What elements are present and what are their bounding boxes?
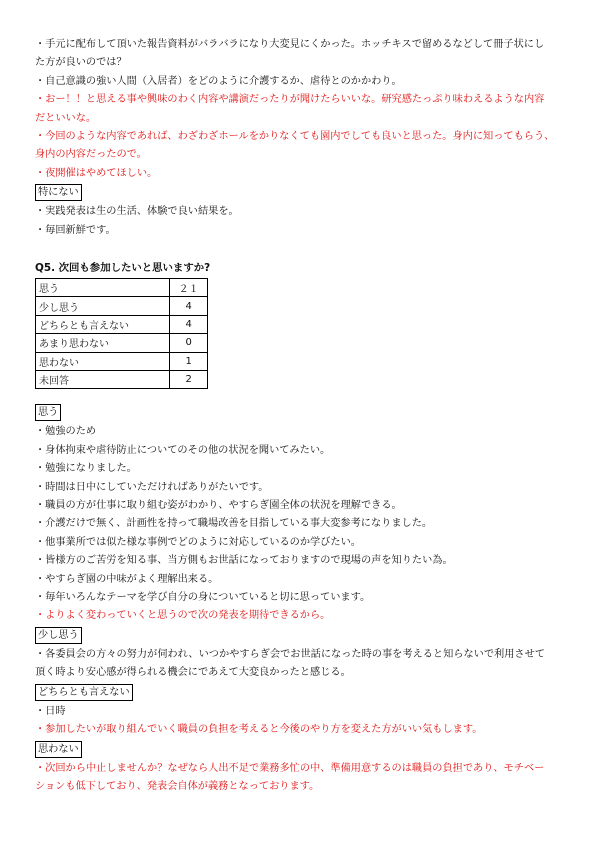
comment-line: 身内の内容だったので。 (35, 149, 147, 161)
section-omou (35, 403, 573, 625)
answer-count: 0 (170, 334, 208, 352)
comment-line: ・他事業所では似た様な事例でどのように対応しているのか学びたい。 (35, 536, 361, 548)
comment-line: ・やすらぎ園の中味がよく理解出来る。 (35, 573, 219, 585)
answer-label: あまり思わない (36, 334, 170, 352)
table-row (36, 352, 208, 370)
comment-line: ・時間は日中にしていただければありがたいです。 (35, 481, 269, 493)
table-row (36, 315, 208, 333)
comment-line: ・職員の方が仕事に取り組む姿がわかり、やすらぎ園全体の状況を理解できる。 (35, 500, 402, 512)
table-row (36, 279, 208, 297)
comment-line: ・勉強のため (35, 426, 97, 438)
section-header: 少し思う (35, 627, 82, 644)
answer-label: どちらとも言えない (36, 315, 170, 333)
table-row (36, 297, 208, 315)
table-row (36, 371, 208, 389)
answer-count: 2 (170, 371, 208, 389)
section-tokuni (35, 183, 573, 240)
comment-line: ・次回から中止しませんか？なぜなら人出不足で業務多忙の中、準備用意するのは職員の負担であり、モチベー (35, 762, 545, 774)
comment-line: ・実践発表は生の生活、体験で良い結果を。 (35, 206, 239, 218)
comment-line: ・身体拘束や虐待防止についてのその他の状況を聞いてみたい。 (35, 444, 331, 456)
question-title: Q5. 次回も参加したいと思いますか? (35, 262, 211, 275)
document-page (35, 36, 573, 796)
comment-line: ・手元に配布して頂いた報告資料がバラバラになり大変見にくかった。ホッチキスで留めるなどして冊子状にし (35, 39, 545, 50)
answer-label: 思う (36, 279, 170, 297)
answer-label: 思わない (36, 352, 170, 370)
comment-line: ・毎回新鮮です。 (35, 224, 116, 236)
comment-line: ・介護だけで無く、計画性を持って職場改善を目指している事大変参考になりました。 (35, 518, 433, 530)
table-row (36, 334, 208, 352)
section-header: どちらとも言えない (35, 684, 133, 701)
comment-line: ・勉強になりました。 (35, 463, 137, 475)
comment-line: ・日時 (35, 705, 66, 717)
comment-line: ・参加したいが取り組んでいく職員の負担を考えると今後のやり方を変えた方がいい気もします。 (35, 724, 483, 736)
comment-line: 頂く時より安心感が得られる機会にであえて大変良かったと感じる。 (35, 667, 351, 679)
comment-line: た方が良いのでは？ (35, 57, 127, 69)
section-sukoshi (35, 626, 573, 683)
comment-line: ・今回のような内容であれば、わざわざホールをかりなくても園内でしても良いと思った。身内に知ってもらう、 (35, 131, 555, 143)
comment-line: ・毎年いろんなテーマを学び自分の身についていると切に思っています。 (35, 592, 371, 604)
comment-line: ・よりよく変わっていくと思うので次の発表を期待できるから。 (35, 610, 331, 622)
answer-label: 未回答 (36, 371, 170, 389)
comment-line: ・おー！！と思える事や興味のわく内容や講演だったりが聞けたらいいな。研究感たっぷり味わえるような内容 (35, 94, 545, 106)
section-header: 特にない (35, 184, 82, 201)
comment-line: ・各委員会の方々の努力が伺われ、いつかやすらぎ会でお世話になった時の事を考えると知らないで利用させて (35, 648, 545, 660)
comment-line: だといいな。 (35, 112, 97, 124)
comment-line: ・自己意識の強い人間（入居者）をどのように介護するか、虐待とのかかわり。 (35, 75, 402, 87)
q5-results-table (35, 278, 208, 389)
comment-list-top (35, 36, 573, 183)
answer-count: 4 (170, 315, 208, 333)
answer-count: 1 (170, 352, 208, 370)
comment-line: ・皆様方のご苦労を知る事、当方側もお世話になっておりますので現場の声を知りたい為。 (35, 555, 453, 567)
comment-line: ションも低下しており、発表会自体が義務となっております。 (35, 780, 320, 792)
section-header: 思わない (35, 741, 82, 758)
comment-line: ・夜開催はやめてほしい。 (35, 167, 158, 179)
answer-count: 4 (170, 297, 208, 315)
answer-count: ２１ (170, 279, 208, 297)
section-dochira (35, 683, 573, 740)
answer-label: 少し思う (36, 297, 170, 315)
section-omowanai (35, 740, 573, 797)
section-header: 思う (35, 404, 61, 421)
